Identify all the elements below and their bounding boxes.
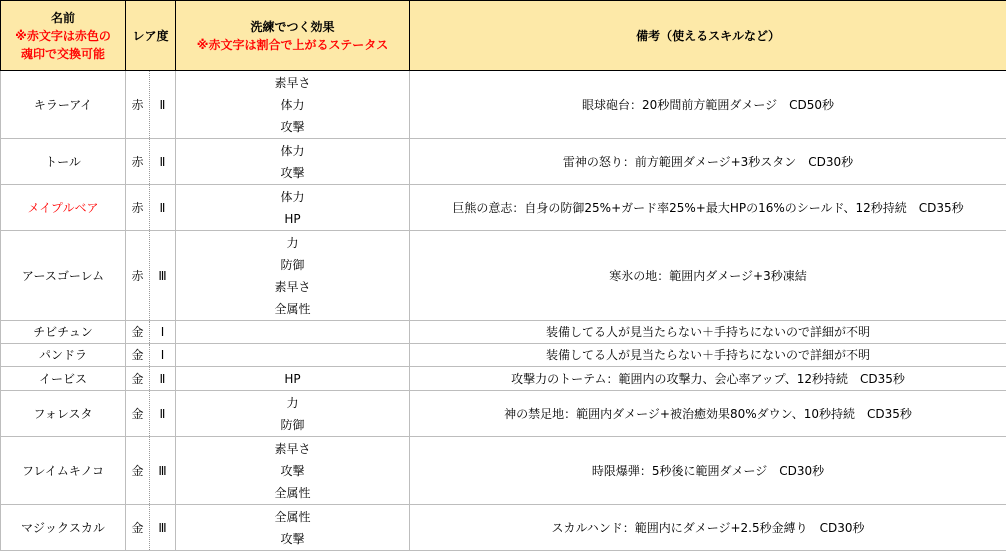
rarity-color: 金 [126,391,150,437]
remark-text: 寒氷の地：範囲内ダメージ+3秒凍結 [410,231,1006,321]
item-name: フォレスタ [1,391,126,437]
item-name: トール [1,139,126,185]
effect-item: 全属性 [176,482,409,504]
rarity-grade: Ⅱ [150,367,176,391]
table-row [1,71,1006,139]
rarity-color: 金 [126,505,150,551]
rarity-grade: Ⅲ [150,505,176,551]
effect-item: 全属性 [176,298,409,320]
effect-list [176,344,410,367]
rarity-grade: Ⅲ [150,231,176,321]
rarity-color: 金 [126,437,150,505]
effect-item: 体力 [176,186,409,208]
effect-list [176,437,410,505]
remark-text: 眼球砲台：20秒間前方範囲ダメージ CD50秒 [410,71,1006,139]
table-row [1,367,1006,391]
item-name: フレイムキノコ [1,437,126,505]
remark-text: 装備してる人が見当たらない＋手持ちにないので詳細が不明 [410,344,1006,367]
effect-item: 素早さ [176,438,409,460]
rarity-color: 金 [126,321,150,344]
effect-list [176,139,410,185]
item-name: パンドラ [1,344,126,367]
item-name: キラーアイ [1,71,126,139]
header-name-note-2: 魂印で交換可能 [1,45,125,63]
effect-item: HP [176,368,409,390]
effect-item: 攻撃 [176,460,409,482]
header-rarity: レア度 [126,1,176,71]
item-name: アースゴーレム [1,231,126,321]
effect-item: 力 [176,392,409,414]
table-row [1,185,1006,231]
effect-item: HP [176,208,409,230]
effect-list [176,185,410,231]
item-name: メイプルベア [1,185,126,231]
header-name [1,1,126,71]
table-row [1,139,1006,185]
rarity-grade: Ⅱ [150,391,176,437]
remark-text: 攻撃力のトーテム：範囲内の攻撃力、会心率アップ、12秒持続 CD35秒 [410,367,1006,391]
header-effect-note: ※赤文字は割合で上がるステータス [176,36,409,54]
remark-text: 巨熊の意志：自身の防御25%+ガード率25%+最大HPの16%のシールド、12秒持続 CD35秒 [410,185,1006,231]
table-row [1,437,1006,505]
effect-item: 素早さ [176,276,409,298]
effect-item: 素早さ [176,72,409,94]
effect-list [176,367,410,391]
effect-item: 防御 [176,254,409,276]
remark-text: 雷神の怒り：前方範囲ダメージ+3秒スタン CD30秒 [410,139,1006,185]
rarity-grade: Ⅱ [150,71,176,139]
header-row [1,1,1006,71]
item-name: マジックスカル [1,505,126,551]
effect-item: 攻撃 [176,162,409,184]
rarity-color: 赤 [126,71,150,139]
effect-list [176,321,410,344]
table-row [1,505,1006,551]
table-row [1,391,1006,437]
rarity-grade: Ⅱ [150,185,176,231]
header-name-label: 名前 [1,9,125,27]
effect-item: 体力 [176,140,409,162]
rarity-grade: Ⅱ [150,139,176,185]
effect-list [176,391,410,437]
rarity-color: 金 [126,367,150,391]
effect-list [176,505,410,551]
item-name: チビチュン [1,321,126,344]
rarity-grade: Ⅰ [150,321,176,344]
remark-text: スカルハンド：範囲内にダメージ+2.5秒金縛り CD30秒 [410,505,1006,551]
rarity-grade: Ⅲ [150,437,176,505]
rarity-grade: Ⅰ [150,344,176,367]
table-row [1,231,1006,321]
effect-list [176,231,410,321]
item-name: イービス [1,367,126,391]
table-row [1,344,1006,367]
effect-item: 力 [176,232,409,254]
rarity-color: 赤 [126,139,150,185]
remark-text: 装備してる人が見当たらない＋手持ちにないので詳細が不明 [410,321,1006,344]
header-name-note-1: ※赤文字は赤色の [1,27,125,45]
table-row [1,321,1006,344]
effect-item: 全属性 [176,506,409,528]
header-effect-label: 洗練でつく効果 [176,18,409,36]
effect-list [176,71,410,139]
remark-text: 時限爆弾：5秒後に範囲ダメージ CD30秒 [410,437,1006,505]
header-remarks: 備考（使えるスキルなど） [410,1,1006,71]
effect-item: 攻撃 [176,528,409,550]
rarity-color: 赤 [126,185,150,231]
effect-item: 防御 [176,414,409,436]
effect-item: 体力 [176,94,409,116]
header-effect [176,1,410,71]
effect-item: 攻撃 [176,116,409,138]
remark-text: 神の禁足地：範囲内ダメージ+被治癒効果80%ダウン、10秒持続 CD35秒 [410,391,1006,437]
rarity-color: 金 [126,344,150,367]
rarity-color: 赤 [126,231,150,321]
